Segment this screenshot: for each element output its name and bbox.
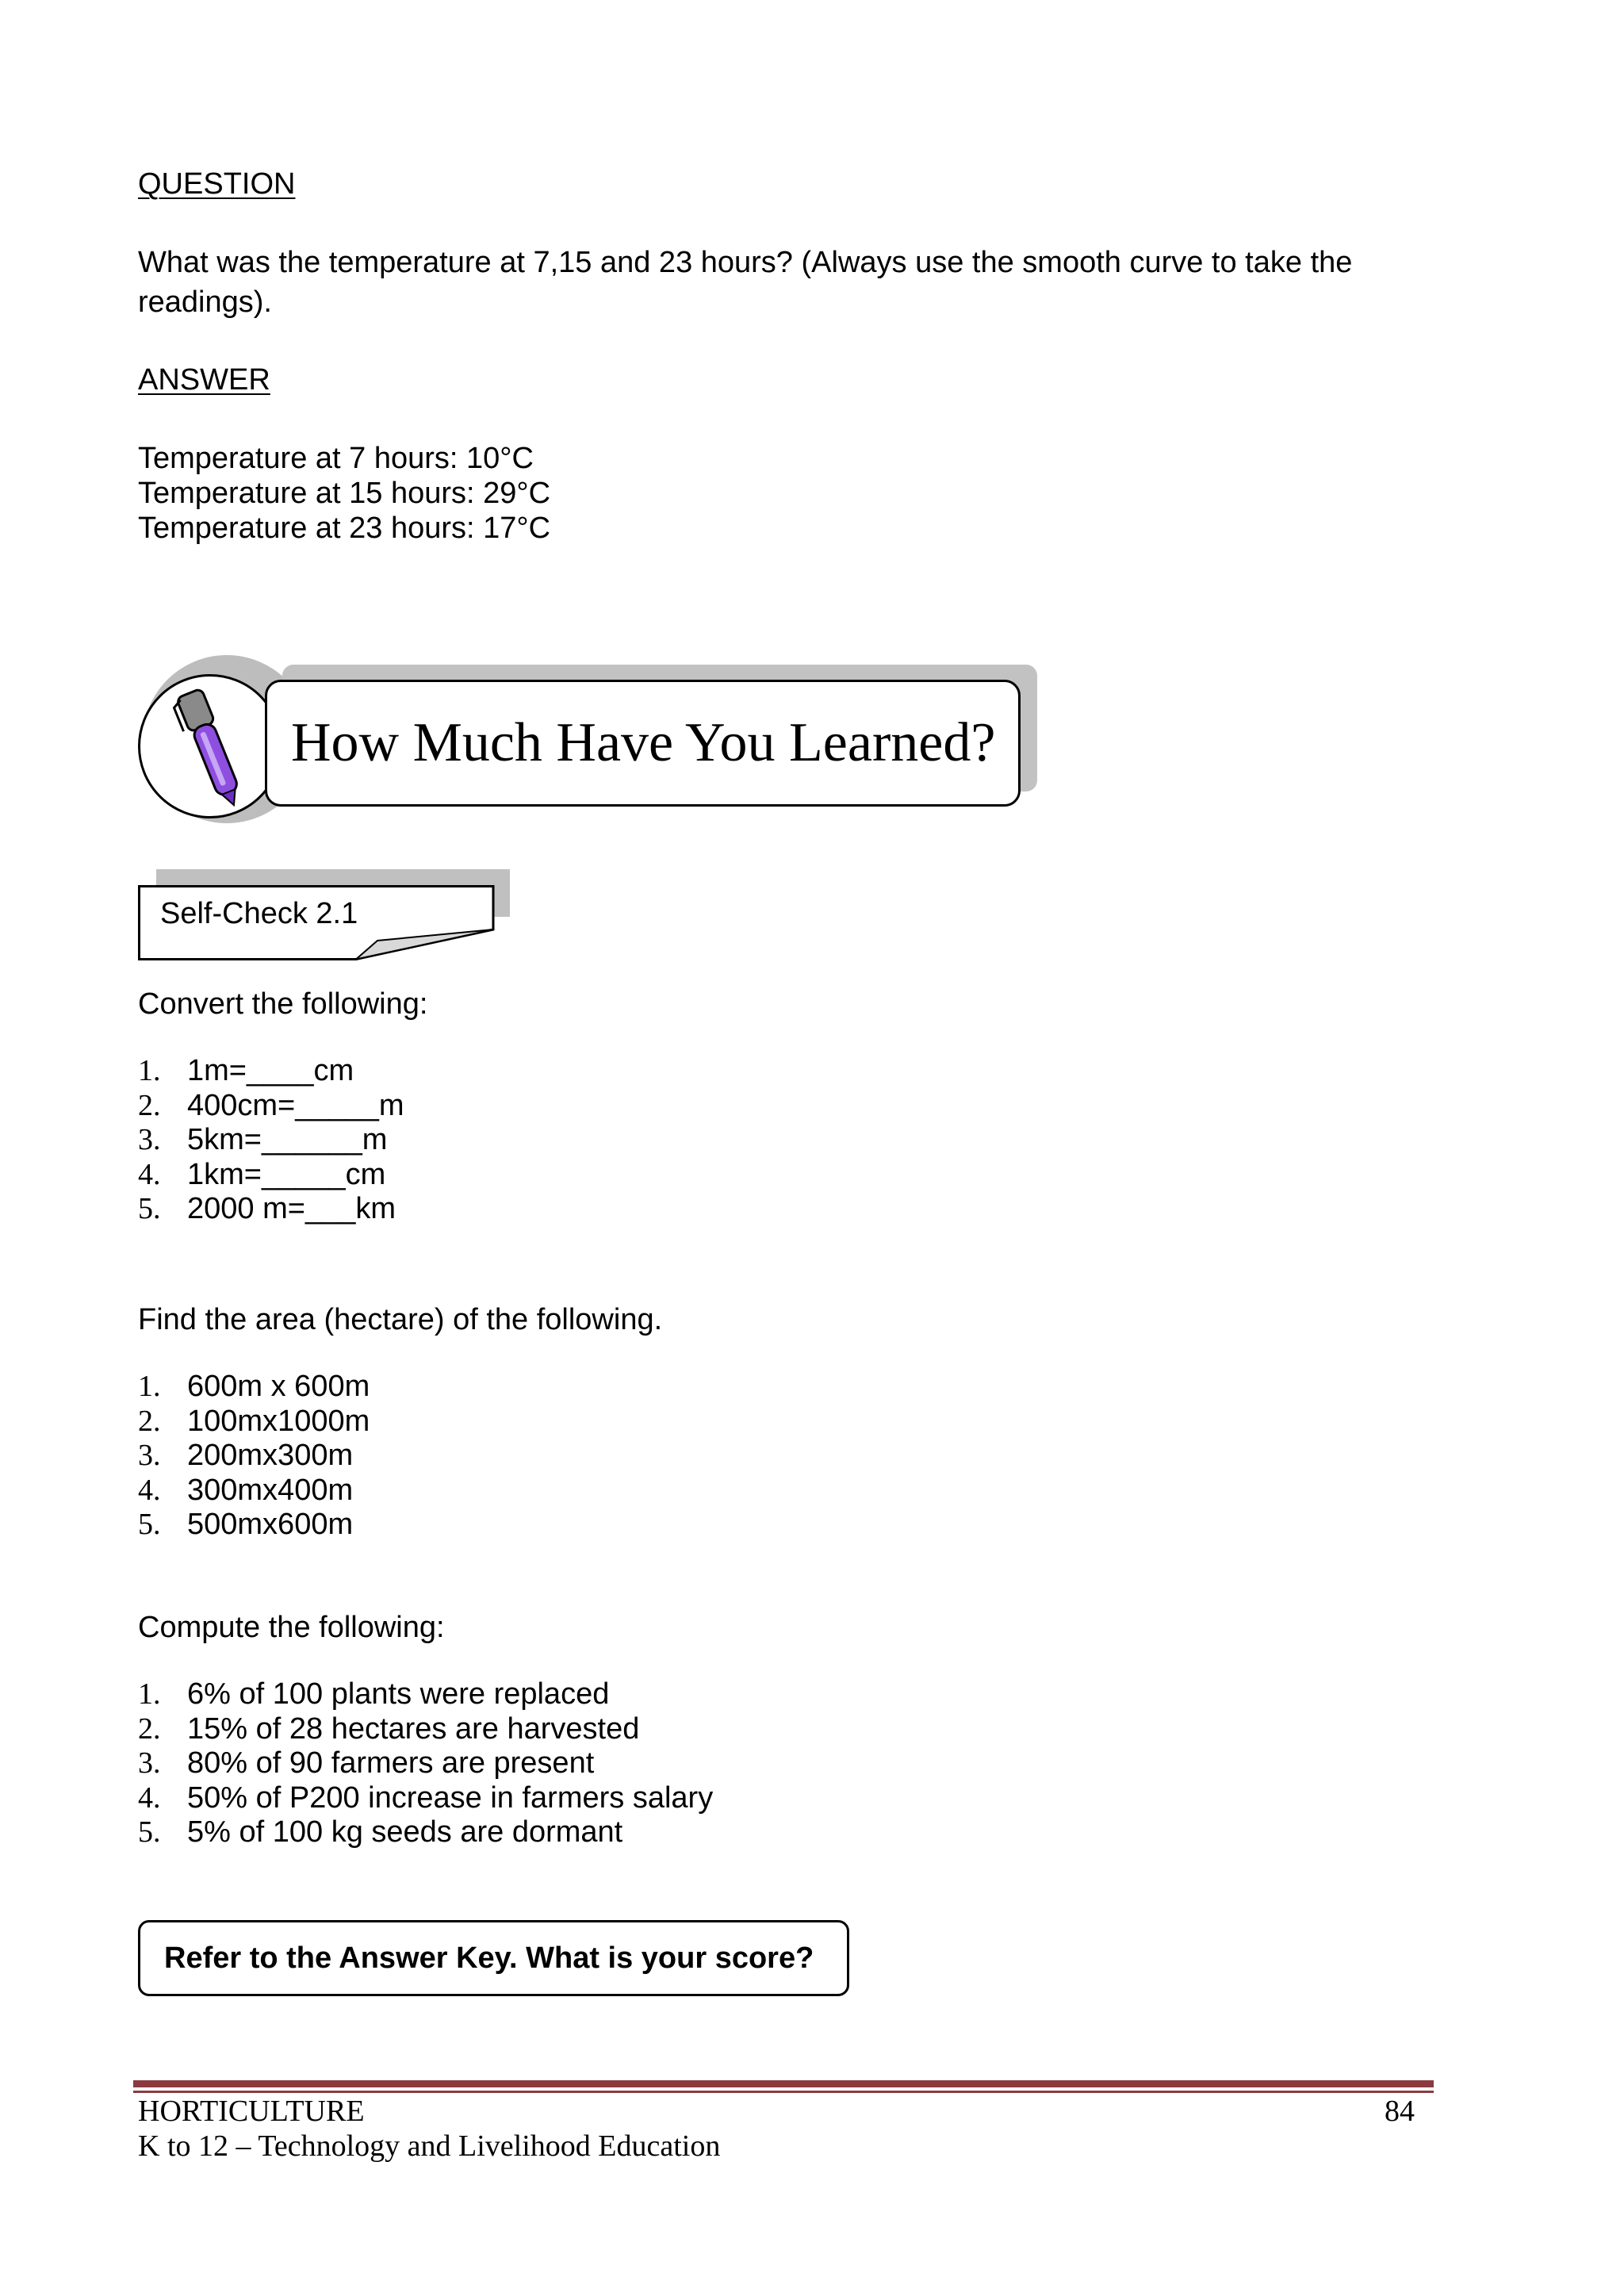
item-number: 3. — [138, 1123, 161, 1156]
item-text: 80% of 90 farmers are present — [187, 1746, 595, 1780]
list-item — [138, 1123, 404, 1158]
banner-pen-circle — [138, 674, 282, 818]
banner-title-box — [265, 680, 1021, 807]
answer-line: Temperature at 23 hours: 17°C — [138, 512, 551, 545]
item-number: 4. — [138, 1473, 161, 1507]
self-check-label: Self-Check 2.1 — [160, 897, 358, 930]
list-item — [138, 1712, 713, 1747]
item-text: 300mx400m — [187, 1473, 354, 1507]
section-1-list — [138, 1054, 404, 1227]
question-heading: QUESTION — [138, 167, 296, 201]
item-number: 4. — [138, 1780, 161, 1815]
list-item — [138, 1677, 713, 1712]
list-item — [138, 1054, 404, 1089]
item-number: 2. — [138, 1404, 161, 1438]
list-item — [138, 1370, 370, 1405]
question-text-line-2: readings). — [138, 286, 272, 319]
section-3-list — [138, 1677, 713, 1850]
section-3-intro: Compute the following: — [138, 1611, 445, 1644]
item-number: 2. — [138, 1711, 161, 1746]
list-item — [138, 1192, 404, 1227]
item-text: 400cm=_____m — [187, 1088, 404, 1122]
answer-line: Temperature at 7 hours: 10°C — [138, 442, 534, 475]
item-text: 1m=____cm — [187, 1054, 354, 1087]
item-text: 15% of 28 hectares are harvested — [187, 1711, 640, 1746]
item-text: 200mx300m — [187, 1439, 354, 1472]
score-prompt: Refer to the Answer Key. What is your score? — [164, 1941, 814, 1975]
item-text: 50% of P200 increase in farmers salary — [187, 1780, 714, 1815]
item-number: 5. — [138, 1815, 161, 1849]
section-2-list — [138, 1370, 370, 1543]
answer-line: Temperature at 15 hours: 29°C — [138, 477, 551, 510]
item-text: 2000 m=___km — [187, 1192, 396, 1225]
item-number: 1. — [138, 1054, 161, 1087]
item-text: 500mx600m — [187, 1508, 354, 1541]
list-item — [138, 1405, 370, 1439]
section-1-intro: Convert the following: — [138, 987, 428, 1021]
item-text: 6% of 100 plants were replaced — [187, 1677, 610, 1711]
item-number: 3. — [138, 1439, 161, 1472]
section-2-intro: Find the area (hectare) of the following. — [138, 1303, 663, 1336]
item-text: 5km=______m — [187, 1123, 388, 1156]
item-number: 5. — [138, 1508, 161, 1541]
answer-heading: ANSWER — [138, 363, 270, 397]
item-text: 600m x 600m — [187, 1370, 370, 1403]
item-text: 1km=_____cm — [187, 1157, 386, 1191]
banner-title: How Much Have You Learned? — [291, 712, 996, 773]
item-number: 5. — [138, 1192, 161, 1225]
list-item — [138, 1158, 404, 1193]
score-box — [138, 1920, 849, 1996]
item-number: 1. — [138, 1370, 161, 1403]
item-text: 100mx1000m — [187, 1404, 370, 1438]
list-item — [138, 1746, 713, 1781]
footer-subject: HORTICULTURE — [138, 2095, 365, 2128]
list-item — [138, 1508, 370, 1543]
list-item — [138, 1815, 713, 1850]
item-text: 5% of 100 kg seeds are dormant — [187, 1815, 623, 1849]
list-item — [138, 1439, 370, 1474]
list-item — [138, 1474, 370, 1508]
footer-page-number: 84 — [1385, 2095, 1415, 2128]
list-item — [138, 1089, 404, 1124]
footer-program: K to 12 – Technology and Livelihood Education — [138, 2129, 721, 2163]
list-item — [138, 1781, 713, 1816]
footer-rule-thin — [133, 2091, 1434, 2093]
pen-icon — [140, 677, 280, 816]
item-number: 1. — [138, 1677, 161, 1711]
item-number: 3. — [138, 1746, 161, 1780]
item-number: 4. — [138, 1157, 161, 1191]
answer-lines — [138, 441, 550, 546]
footer-rule — [133, 2080, 1434, 2087]
question-text-line-1: What was the temperature at 7,15 and 23 hours? (Always use the smooth curve to take the — [138, 246, 1353, 279]
item-number: 2. — [138, 1088, 161, 1122]
